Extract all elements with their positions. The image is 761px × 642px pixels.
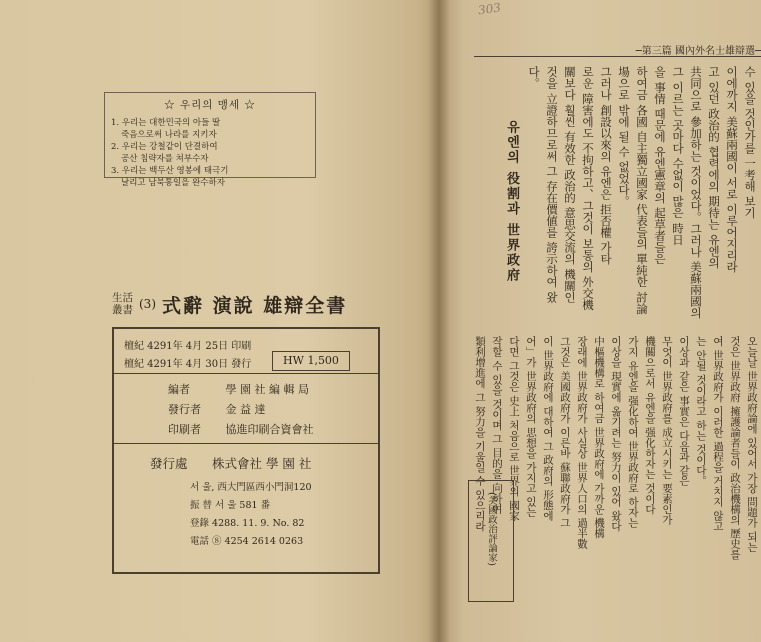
series-bottom: 叢書 xyxy=(112,304,133,316)
publication-info-box xyxy=(112,327,380,574)
series-top: 生活 xyxy=(112,292,133,304)
text-column: 무엇이 世界政府를 成立시키는 要素인가 xyxy=(661,336,673,525)
publisher-phone: 電話 ⑧ 4254 2614 0263 xyxy=(190,536,304,547)
book-gutter xyxy=(428,0,450,642)
divider xyxy=(114,373,378,374)
publish-date: 檀紀 4291年 4月 30日 發行 xyxy=(124,359,252,370)
credit-printer xyxy=(168,421,314,437)
text-column: 다면 그것은 史上 처음으로 世界의 國家 xyxy=(508,336,520,521)
text-column: 로운 障害에도 不拘하고、그것이 보통의 外交機 xyxy=(581,66,595,311)
pledge-line: 2. 우리는 강철같이 단결하여 xyxy=(111,142,218,152)
text-column: 이 世界政府에 대하여 그 政府의 形態에 xyxy=(542,336,554,521)
chapter-header: ─第三篇 國內外名士雄辯選─ xyxy=(635,46,761,57)
text-column: 어」가 世界政府의 思想을 가지고 있는 xyxy=(525,336,537,518)
publisher-address: 서 울, 西大門區西小門洞120 xyxy=(190,482,312,493)
book-title: 式辭 演說 雄辯全書 xyxy=(162,294,348,317)
text-column: 機關으로서 유엔을 强化하자는 것이다 xyxy=(644,336,656,515)
credit-role: 編者 xyxy=(168,383,190,396)
text-column: 것을 立證하므로써 그 存在價値를 誇示하여 왔 xyxy=(545,66,559,303)
text-column: 類利增進에 그 努力을 기울일 수 있으리라 xyxy=(474,336,486,532)
publisher-registration: 登錄 4288. 11. 9. No. 82 xyxy=(190,518,305,529)
text-column: 다。 xyxy=(527,66,541,89)
pencil-annotation: 303 xyxy=(477,0,502,18)
pledge-line: 3. 우리는 백두산 영봉에 태극기 xyxy=(111,166,229,176)
print-date: 檀紀 4291年 4月 25日 印刷 xyxy=(124,341,252,352)
text-column: 그것은 美國政府가 이른바 蘇聯政府가 그 xyxy=(559,336,571,528)
text-column: 오늘날 世界政府論에 있어서 가장 問題가 되는 xyxy=(746,336,758,553)
pledge-line: 죽음으로써 나라를 지키자 xyxy=(121,130,217,140)
publisher-name: 株式會社 學 園 社 xyxy=(211,456,312,471)
pledge-line: 1. 우리는 대한민국의 아들 딸 xyxy=(111,118,221,128)
text-column: 이에까지 美蘇兩國이 서로 이루어지리라 xyxy=(725,66,739,273)
credit-publisher-person xyxy=(168,401,266,417)
credit-role: 發行者 xyxy=(168,403,201,416)
section-heading: 유엔의 役割과 世界政府 xyxy=(504,120,519,284)
pledge-line: 공산 침략자를 쳐부수자 xyxy=(121,154,209,164)
text-column: 場으로 밖에 될 수 없었다。 xyxy=(617,66,631,208)
text-column: 것은 世界政府 擁護論者들이 政治機構의 歷史를 xyxy=(729,336,741,560)
publisher-account: 振 替 서 울 581 番 xyxy=(190,500,271,511)
text-column: 中樞機構로 하여금 世界政府에 가까운 機構 xyxy=(593,336,605,539)
series-label xyxy=(112,292,133,316)
text-column: 작할 수 있을 것이며 그 目的을 向하여 xyxy=(491,336,503,514)
text-column: 는 안될 것이라고 하는 것이다。 xyxy=(695,336,707,486)
credit-value: 金 益 達 xyxy=(225,403,266,416)
source-note: (美國政治評論家) xyxy=(486,492,497,566)
text-column: 그러나 創設以來의 유엔은 拒否權 가타 xyxy=(599,66,613,265)
text-column: 이상을 現實에 옮기려는 努力이 있어 왔다 xyxy=(610,336,622,532)
pledge-title: ☆ 우리의 맹세 ☆ xyxy=(164,99,256,111)
text-column: 여 世界政府가 이러한 過程을 거치지 않고 xyxy=(712,336,724,532)
text-column: 그 이르는 곳마다 수없이 많은 時日 xyxy=(671,66,685,246)
colophon-title-row xyxy=(112,286,380,322)
credit-value: 協進印刷合資會社 xyxy=(225,423,314,436)
running-header xyxy=(474,42,761,57)
credit-role: 印刷者 xyxy=(168,423,201,436)
text-column: 고 있던 政治的 협력에의 期待는 유엔의 xyxy=(707,66,721,269)
text-column: 하여금 各國 自主獨立國家 代表들의 單純한 討論 xyxy=(635,66,649,315)
publisher-row xyxy=(150,454,311,472)
credit-editor xyxy=(168,381,309,397)
pledge-line: 날리고 남북통일을 완수하자 xyxy=(121,178,225,188)
pledge-box xyxy=(104,92,316,188)
text-column: 가지 유엔을 强化하여 世界政府로 하자는 xyxy=(627,336,639,528)
price-box: HW 1,500 xyxy=(272,351,350,371)
text-column: 수 있을 것인가를 一考해 보기 xyxy=(743,66,757,219)
text-column: 關보다 훨씬 有效한 政治的 意思交流의 機關인 xyxy=(563,66,577,303)
volume-number: (3) xyxy=(139,297,156,311)
text-column: 이상과 같은 事實은 다음과 같은 xyxy=(678,336,690,486)
text-column: 장래에 世界政府가 사실상 世界人口의 過半數 xyxy=(576,336,588,549)
publisher-role: 發行處 xyxy=(150,456,188,471)
credit-value: 學 園 社 編 輯 局 xyxy=(225,383,309,396)
text-column: 을 事情 때문에 유엔憲章의 起草者들은 xyxy=(653,66,667,265)
divider xyxy=(114,443,378,444)
text-column: 共同으로 參加하는 것이었다。그러나 美蘇兩國의 xyxy=(689,66,703,319)
